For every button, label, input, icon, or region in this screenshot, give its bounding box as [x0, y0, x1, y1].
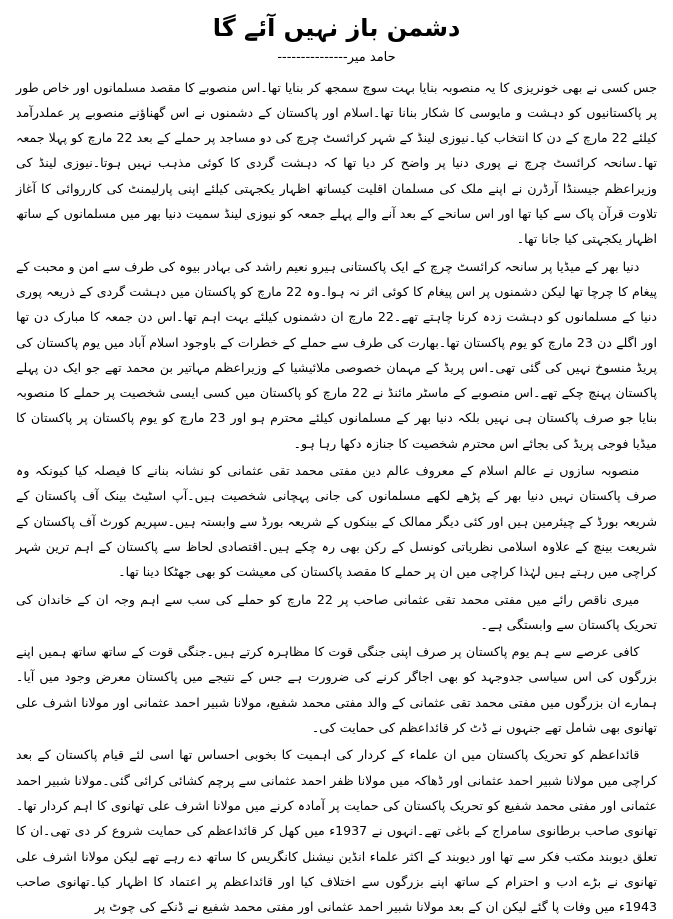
article-title: دشمن باز نہیں آئے گا [212, 14, 461, 42]
paragraph-5: کافی عرصے سے ہم یوم پاکستان پر صرف اپنی جنگی قوت کا مظاہرہ کرتے ہیں۔جنگی قوت کے ساتھ ساتھ ہمیں اپنے بزرگوں کی اس سیاسی جدوجہد کو بھی اجاگر کرنے کی ضرورت ہے جس کے نتیجے میں پاکستان معرض وجود میں آیا۔ہمارے ان بزرگوں میں مفتی محمد تقی عثمانی کے والد مفتی محمد شفیع، مولانا شبیر احمد عثمانی اور مولانا اشرف علی تھانوی بھی شامل تھے جنہوں نے ڈٹ کر قائداعظم کی حمایت کی۔ [16, 644, 657, 736]
article-body [16, 75, 657, 919]
paragraph-1: جس کسی نے بھی خونریزی کا یہ منصوبہ بنایا بہت سوچ سمجھ کر بنایا تھا۔اس منصوبے کا مقصد مسلمانوں اور خاص طور پر پاکستانیوں کو دہشت و مایوسی کا شکار بنانا تھا۔اسلام اور پاکستان کے دشمنوں نے اس گھناؤنے منصوبے پر عملدرآمد کیلئے 22 مارچ کے دن کا انتخاب کیا۔نیوزی لینڈ کے شہر کرائسٹ چرچ کی دو مساجد پر حملے کے بعد 22 مارچ کو پہلا جمعہ تھا۔سانحہ کرائسٹ چرچ نے پوری دنیا پر واضح کر دیا تھا کہ دہشت گردی کا کوئی مذہب نہیں ہوتا۔نیوزی لینڈ کی وزیراعظم جیسنڈا آرڈرن نے اپنے ملک کی مسلمان اقلیت کیساتھ اظہار یکجہتی کیلئے اپنی پارلیمنٹ کی کارروائی کا آغاز تلاوت قرآن پاک سے کیا تھا اور اس سانحے کے بعد آنے والے پہلے جمعہ کو نیوزی لینڈ سمیت دنیا بھر میں مسلمانوں کے ساتھ اظہار یکجہتی کیا جانا تھا۔ [16, 79, 657, 247]
author-name: حامد میر [347, 49, 396, 65]
paragraph-2: دنیا بھر کے میڈیا پر سانحہ کرائسٹ چرچ کے ایک پاکستانی ہیرو نعیم راشد کی بہادر بیوہ کی طرف سے امن و محبت کے پیغام کا چرچا تھا لیکن دشمنوں پر اس پیغام کا کوئی اثر نہ ہوا۔وہ 22 مارچ کو پاکستان میں دہشت گردی کے ذریعہ پوری دنیا کے مسلمانوں کو دہشت زدہ کرنا چاہتے تھے۔22 مارچ ان دشمنوں کیلئے بہت اہم تھا۔اس دن جمعہ کا مبارک دن تھا اور اگلے دن 23 مارچ کو یوم پاکستان تھا۔بھارت کی طرف سے حملے کے خطرات کے باوجود اسلام آباد میں یوم پاکستان کی پریڈ منسوخ نہیں کی گئی تھی۔اس پریڈ کے مہمان خصوصی ملائیشیا کے وزیراعظم مہاتیر بن محمد تھے جو ایک دن پہلے پاکستان پہنچ چکے تھے۔اس منصوبے کے ماسٹر مائنڈ نے 22 مارچ کو پاکستان میں کسی ایسی شخصیت پر حملے کا منصوبہ بنایا جو صرف پاکستان ہی نہیں بلکہ دنیا بھر کے مسلمانوں کیلئے محترم ہو اور 23 مارچ کو یوم پاکستان پر پاکستان کا میڈیا فوجی پریڈ کی بجائے اس محترم شخصیت کا جنازہ دکھا رہا ہو۔ [16, 258, 658, 451]
paragraph-4: میری ناقص رائے میں مفتی محمد تقی عثمانی صاحب پر 22 مارچ کو حملے کی سب سے اہم وجہ ان کے خاندان کی تحریک پاکستان سے وابستگی ہے۔ [16, 591, 657, 632]
article-byline [16, 50, 657, 65]
byline-dashes: --------------- [277, 49, 348, 65]
paragraph-3: منصوبہ سازوں نے عالم اسلام کے معروف عالم دین مفتی محمد تقی عثمانی کو نشانہ بنانے کا فیصلہ کیا کیونکہ وہ صرف پاکستان نہیں دنیا بھر کے پڑھے لکھے مسلمانوں کی جانی پہچانی شخصیت ہیں۔آپ اسٹیٹ بینک آف پاکستان کے شریعہ بورڈ کے چیئرمین ہیں اور کئی دیگر ممالک کے بینکوں کے شریعہ بورڈ سے وابستہ ہیں۔سپریم کورٹ آف پاکستان کے شریعت بینچ کے علاوہ اسلامی نظریاتی کونسل کے رکن بھی رہ چکے ہیں۔اقتصادی لحاظ سے پاکستان کے اہم ترین شہر کراچی میں رہتے ہیں لہٰذا کراچی میں ان پر حملے کا مقصد پاکستان کی معیشت کو بھی جھٹکا دینا تھا۔ [16, 463, 657, 580]
paragraph-6: قائداعظم کو تحریک پاکستان میں ان علماء کے کردار کی اہمیت کا بخوبی احساس تھا اسی لئے قیام پاکستان کے بعد کراچی میں مولانا شبیر احمد عثمانی اور ڈھاکہ میں مولانا ظفر احمد عثمانی سے پرچم کشائی کرائی گئی۔مولانا شبیر احمد عثمانی اور مفتی محمد شفیع کو تحریک پاکستان کی حمایت پر آمادہ کرنے میں مولانا اشرف علی تھانوی کا اہم کردار تھا۔تھانوی صاحب برطانوی سامراج کے باغی تھے۔انہوں نے 1937ء میں کھل کر قائداعظم کی حمایت شروع کر دی تھی۔ان کا تعلق دیوبند مکتب فکر سے تھا اور دیوبند کے اکثر علماء انڈین نیشنل کانگریس کا ساتھ دے رہے تھے لیکن مولانا اشرف علی تھانوی نے بڑے ادب و احترام کے ساتھ اپنے بزرگوں سے اختلاف کیا اور قائداعظم پر اعتماد کا اظہار کیا۔تھانوی صاحب 1943ء میں وفات پا گئے لیکن ان کے بعد مولانا شبیر احمد عثمانی اور مفتی محمد شفیع نے ڈنکے کی چوٹ پر [16, 747, 657, 915]
